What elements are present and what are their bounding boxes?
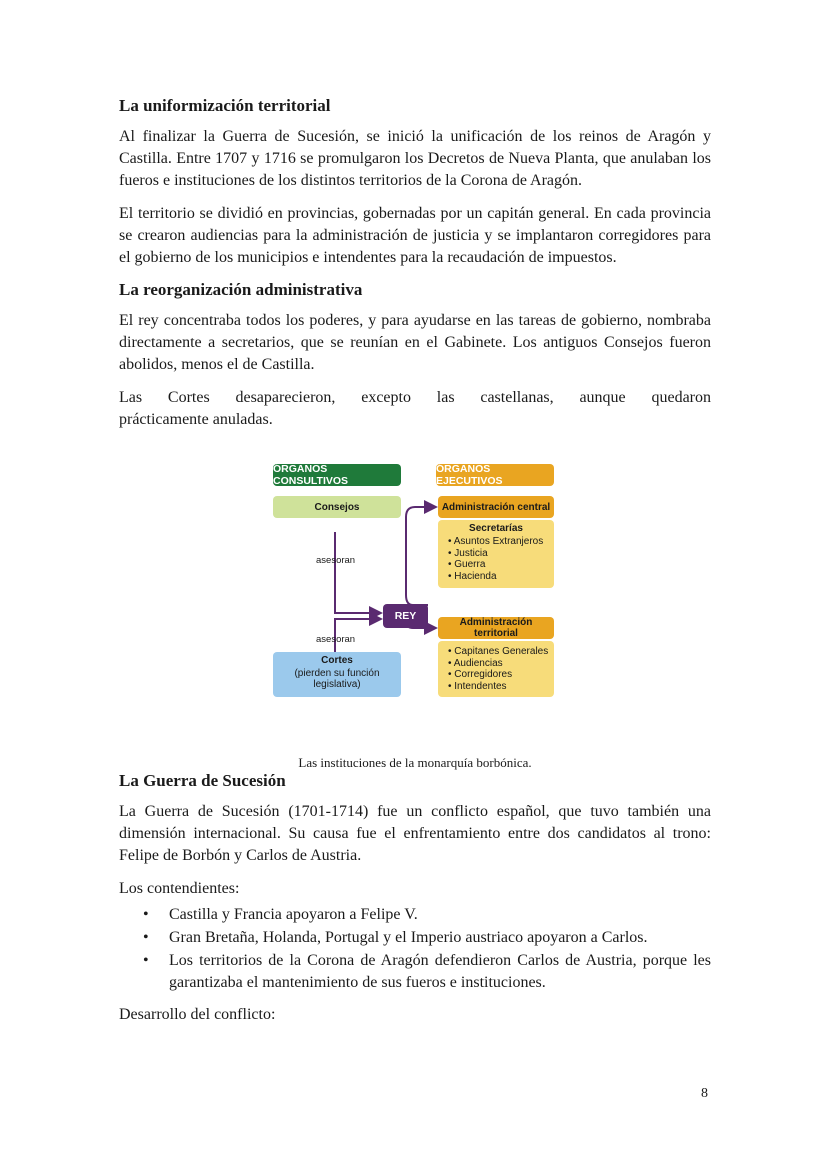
paragraph: Los contendientes:	[119, 880, 240, 897]
paragraph: El territorio se dividió en provincias, gobernadas por un capitán general. En cada provincia se crearon audiencias para la administración de justicia y se implantaron corregidores para el gobierno de los municipios e intendentes para la recaudación de impuestos.	[119, 205, 711, 266]
cortes-title: Cortes	[321, 655, 353, 666]
figure-caption: Las instituciones de la monarquía borbónica.	[298, 755, 532, 770]
list-item: • Intendentes	[448, 680, 507, 692]
ejecutivos-header: ÓRGANOS EJECUTIVOS	[436, 464, 554, 486]
paragraph: El rey concentraba todos los poderes, y para ayudarse en las tareas de gobierno, nombraba directamente a secretarios, que se reunían en el Gabinete. Los antiguos Consejos fueron abolidos, menos el de Castilla.	[119, 312, 711, 373]
paragraph: Al finalizar la Guerra de Sucesión, se inició la unificación de los reinos de Aragón y Castilla. Entre 1707 y 1716 se promulgaron los Decretos de Nueva Planta, que anulaban los fueros e instituciones de los distintos territorios de la Corona de Aragón.	[119, 128, 711, 189]
institutions-diagram	[119, 463, 711, 770]
paragraph: La Guerra de Sucesión (1701-1714) fue un conflicto español, que tuvo también una dimensión internacional. Su causa fue el enfrentamiento entre dos candidatos al trono: Felipe de Borbón y Carlos de Austria.	[119, 803, 711, 864]
list-item: • Los territorios de la Corona de Aragón defendieron Carlos de Austria, porque les garantizaba el mantenimiento de sus fueros e instituciones.	[119, 950, 711, 994]
list-item: • Audiencias	[448, 657, 503, 669]
secretarias-title: Secretarías	[469, 523, 523, 534]
secretarias-box	[438, 520, 554, 588]
rey-box: REY	[383, 604, 428, 628]
list-item: • Justicia	[448, 547, 488, 559]
consultivos-header: ÓRGANOS CONSULTIVOS	[273, 464, 401, 486]
page-number: 8	[701, 1086, 708, 1101]
consejos-box: Consejos	[273, 496, 401, 518]
list-item: • Gran Bretaña, Holanda, Portugal y el Imperio austriaco apoyaron a Carlos.	[119, 927, 711, 949]
page-content	[119, 94, 711, 1037]
cortes-box	[273, 652, 401, 697]
list-item: • Asuntos Extranjeros	[448, 536, 544, 547]
list-item: • Hacienda	[448, 570, 497, 582]
list-item: • Guerra	[448, 559, 486, 570]
paragraph-line: Las Cortes desaparecieron, excepto las castellanas, aunque quedaron	[119, 389, 711, 406]
section-title-uniformizacion: La uniformización territorial	[119, 96, 331, 115]
cortes-sub: legislativa)	[313, 679, 361, 690]
list-item: • Castilla y Francia apoyaron a Felipe V.	[119, 904, 711, 926]
list-item: • Corregidores	[448, 669, 513, 680]
adm-territorial-box: Administración territorial	[438, 617, 554, 639]
section-title-guerra: La Guerra de Sucesión	[119, 771, 286, 790]
list-item: • Capitanes Generales	[448, 646, 549, 657]
adm-central-box: Administración central	[438, 496, 554, 518]
section-title-reorganizacion: La reorganización administrativa	[119, 280, 363, 299]
asesoran-label-bottom: asesoran	[316, 634, 356, 645]
paragraph-line: prácticamente anuladas.	[119, 411, 273, 428]
asesoran-label-top: asesoran	[316, 555, 356, 566]
contendientes-list	[119, 904, 711, 994]
territorial-box	[438, 641, 554, 697]
paragraph: Desarrollo del conflicto:	[119, 1006, 276, 1023]
cortes-sub: (pierden su función	[294, 668, 380, 679]
